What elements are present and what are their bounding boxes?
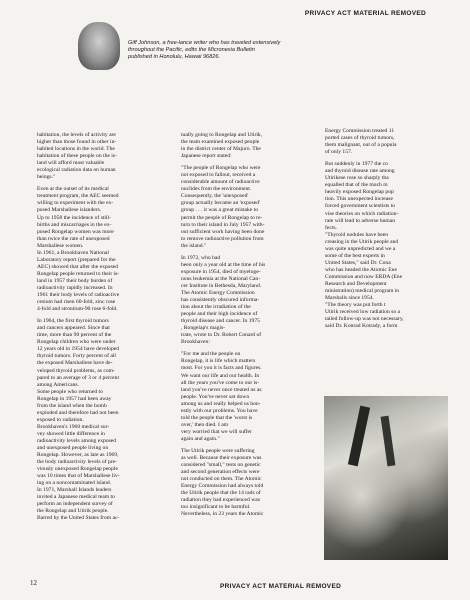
text-line: higher than those found in other in- [37, 139, 117, 146]
text-line: tailed follow-up was not necessary, [325, 316, 404, 323]
text-line: "For me and the people on [181, 351, 241, 358]
text-line: Some people who returned to [37, 388, 103, 395]
text-line: radiation they had experienced was [181, 497, 260, 504]
palm-tree-shape [381, 416, 396, 467]
text-line: creasing in the Utirik people and [325, 238, 399, 245]
text-line: land in 1957 their body burden of [37, 277, 113, 284]
text-line: In 1972, who had [181, 254, 221, 261]
text-line: ministration) medical program in [325, 288, 400, 295]
text-line: Energy Commission treated 11 [325, 128, 395, 134]
island-photo [324, 396, 448, 560]
text-line: the exposed Marshallese have de- [37, 360, 113, 367]
text-line: time, more than 90 percent of the [37, 332, 112, 339]
author-portrait [78, 22, 120, 70]
text-line: over,' then died. I am [181, 421, 229, 428]
text-line: But suddenly in 1977 the co [325, 161, 388, 168]
text-line: forced government scientists to [325, 203, 396, 210]
text-line: turn to their island in July 1957 with- [181, 221, 265, 228]
text-line: said Dr. Konrad Kotrady, a form [325, 323, 398, 330]
text-line: to remove radioactive pollution from [181, 235, 264, 242]
text-line: vey showed little difference in [37, 430, 105, 437]
text-line: most. For you it is facts and figures. [181, 365, 262, 372]
text-line: Laboratory report (prepared for the [37, 256, 116, 263]
text-line: Brookhaven's 1960 medical sur- [37, 423, 110, 430]
text-line: radioactivity rapidly increased. In [37, 284, 113, 291]
text-line: trate, wrote to Dr. Robert Conard of [181, 332, 262, 339]
text-line: Utirik received low radiation so a [325, 309, 401, 316]
text-line: people. You've never sat down [181, 393, 250, 400]
text-line: too insignificant to be harmful. [181, 504, 251, 511]
text-line: heavily exposed Rongelap pop [325, 189, 394, 196]
text-line: the island." [181, 242, 207, 249]
byline-line: throughout the Pacific, edits the Micronesia Bulletin [128, 47, 255, 53]
text-line: told the people that the 'worst is [181, 414, 253, 421]
text-line: United States," said Dr. Cona [325, 259, 391, 266]
text-line: Barred by the United States from ac- [37, 515, 120, 522]
text-line: treatment program, the AEC seemed [37, 193, 119, 200]
text-line: perform an independent survey of [37, 501, 113, 508]
text-line: of only 157. [325, 149, 353, 156]
article-column-1 [37, 132, 167, 523]
text-line: the team examined exposed people [181, 139, 260, 146]
text-line: "The theory was put forth t [325, 302, 386, 309]
text-line: and cancers appeared. Since that [37, 325, 110, 332]
text-line: considerable amount of radioactive [181, 179, 260, 186]
text-line: equalled that of the much m [325, 182, 388, 189]
text-line: who has headed the Atomic Ene [325, 266, 397, 273]
text-line: Rongelap, it is life which matters [181, 358, 256, 365]
text-line: ported cases of thyroid tumors, [325, 135, 395, 142]
text-line: invited a Japanese medical team to [37, 494, 115, 501]
text-line: We want our life and our health. In [181, 372, 260, 379]
text-line: willing to experiment with the ex- [37, 200, 114, 207]
text-line: exploded and therefore had not been [37, 409, 119, 416]
text-line: Rongelap people returned to their is- [37, 270, 120, 277]
text-line: some of the best experts in [325, 252, 385, 259]
text-line: Energy Commission had always told [181, 483, 264, 490]
text-line: cer Institute in Bethesda, Maryland. [181, 282, 262, 289]
author-byline [128, 40, 388, 61]
text-line: exposed to radiation. [37, 416, 84, 423]
text-line: ing on a noncontaminated island. [37, 480, 112, 487]
text-line: Rongelap children who were under [37, 339, 116, 346]
privacy-notice-bottom: PRIVACY ACT MATERIAL REMOVED [220, 583, 342, 590]
text-line: vise theories on which radiation- [325, 210, 399, 217]
text-line: was quite unpredicted and we a [325, 245, 396, 252]
text-line: , Rongelap's magis- [181, 325, 226, 332]
text-line: beings." [37, 174, 56, 181]
text-line: the body radioactivity levels of pre- [37, 459, 117, 466]
text-line: "The people of Rongelap who were [181, 165, 261, 172]
text-line: in the district center of Majuro. The [181, 146, 261, 153]
text-line: Commission and now ERDA (Ene [325, 273, 403, 280]
text-line: than twice the rate of unexposed [37, 235, 110, 242]
text-line: In 1971, Marshall Islands leaders [37, 487, 112, 494]
text-line: posed Rongelap women was more [37, 228, 114, 235]
palm-tree-shape [348, 406, 370, 467]
text-line: posed Marshallese islanders. [37, 207, 102, 214]
text-line: considered "small," tests on genetic [181, 462, 261, 469]
text-line: Even at the outset of its medical [37, 186, 109, 193]
text-line: Up to 1958 the incidence of still- [37, 214, 111, 221]
text-line: Nevertheless, in 23 years the Atomic [181, 511, 264, 518]
text-line: again and again." [181, 435, 220, 442]
text-line: as well. Because their exposure was [181, 455, 262, 462]
text-line: the Rongelap and Utirik people. [37, 508, 109, 515]
text-line: In 1964, the first thyroid tumors [37, 318, 109, 325]
text-line: and second generation effects were [181, 469, 260, 476]
text-line: exposure in 1954, died of myeloge- [181, 268, 261, 275]
text-line: group actually became an 'exposed' [181, 200, 261, 207]
text-line: 1961 their body levels of radioactive [37, 292, 120, 299]
text-line: Marshalls since 1954. [325, 295, 374, 302]
article-column-3 [325, 128, 445, 330]
text-line: AEC) showed that after the exposed [37, 263, 118, 270]
text-line: rate will lead to adverse human [325, 217, 396, 224]
text-line: the Utirik people that the 14 rads of [181, 490, 261, 497]
text-line: The Atomic Energy Commission [181, 289, 255, 296]
text-line: not exposed to fallout, received a [181, 172, 256, 179]
text-line: all the years you've come to our is- [181, 379, 260, 386]
text-line: In 1961, a Brookhaven National [37, 249, 109, 256]
text-line: Brookhaven: [181, 339, 210, 346]
text-line: Japanese report stated: [181, 153, 232, 160]
text-line: thyroid disease and cancer. In 1975 [181, 318, 260, 325]
text-line: tion. This unexpected increase [325, 196, 393, 203]
text-line: pared to an average of 3 or 4 percent [37, 374, 119, 381]
text-line: and thyroid disease rate among [325, 168, 395, 175]
text-line: cesium had risen 60-fold, zinc rose [37, 299, 116, 306]
text-line: among Americans. [37, 381, 79, 388]
article-column-2 [181, 132, 313, 518]
byline-line: Giff Johnson, a free-lance writer who has traveled extensively [128, 40, 281, 46]
text-line: "Thyroid nodules have been [325, 231, 389, 238]
text-line: among us and really helped us hon- [181, 400, 261, 407]
text-line: out sufficient work having been done [181, 228, 265, 235]
text-line: not conducted on them. The Atomic [181, 476, 262, 483]
text-line: Research and Development [325, 280, 387, 287]
text-line: tually going to Rongelap and Utirik, [181, 132, 263, 138]
text-line: very worried that we will suffer [181, 428, 252, 435]
text-line: 12 years old in 1954 have developed [37, 346, 120, 353]
text-line: Rongelap in 1957 had been away [37, 395, 112, 402]
text-line: Rongelap. However, as late as 1969, [37, 452, 119, 459]
text-line: people and their high incidence of [181, 311, 258, 318]
text-line: veloped thyroid problems, as com- [37, 367, 115, 374]
text-line: radioactivity levels among exposed [37, 437, 117, 444]
text-line: Marshallese women. [37, 242, 84, 249]
text-line: fects. [325, 224, 337, 231]
byline-line: published in Honolulu, Hawaii 96826. [128, 54, 221, 60]
text-line: births and miscarriages in the ex- [37, 221, 112, 228]
text-line: viously unexposed Rongelap people [37, 466, 118, 473]
text-line: habited locations in the world. The [37, 146, 115, 153]
text-line: been only a year old at the time of his [181, 261, 266, 268]
text-line: nous leukemia at the National Can- [181, 275, 261, 282]
text-line: tion about the irradiation of the [181, 304, 251, 311]
text-line: 4-fold and strontium-90 rose 6-fold. [37, 306, 118, 313]
text-line: was 10 times that of Marshallese liv- [37, 473, 120, 480]
text-line: habitation of these people on the is- [37, 153, 117, 160]
text-line: permit the people of Rongelap to re- [181, 214, 263, 221]
page-number: 12 [30, 579, 37, 587]
text-line: group . . . it was a great mistake to [181, 207, 259, 214]
text-line: land you've never once treated us as [181, 386, 262, 393]
text-line: The Utirik people were suffering [181, 447, 255, 454]
text-line: ecological radiation data on human [37, 167, 116, 174]
privacy-notice-top: PRIVACY ACT MATERIAL REMOVED [304, 10, 426, 17]
text-line: Consequently, the 'unexposed' [181, 193, 249, 200]
text-line: Utirikese rose so sharply tha [325, 175, 389, 182]
text-line: nuclides from the environment. [181, 186, 252, 193]
text-line: them malignant, out of a popula [325, 142, 397, 149]
text-line: estly with our problems. You have [181, 407, 258, 414]
text-line: has consistently obscured informa- [181, 297, 260, 304]
text-line: thyroid tumors. Forty percent of all [37, 353, 116, 360]
text-line: habitation, the levels of activity are [37, 132, 116, 138]
text-line: and unexposed people living on [37, 445, 109, 452]
text-line: from the island when the bomb [37, 402, 107, 409]
text-line: land will afford most valuable [37, 160, 105, 167]
